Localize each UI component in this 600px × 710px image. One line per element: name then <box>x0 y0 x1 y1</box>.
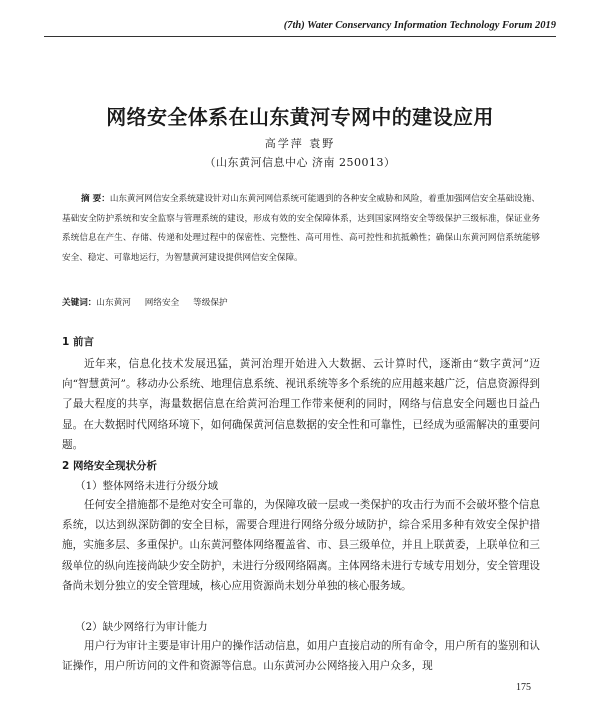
section-heading-1: 1 前言 <box>62 336 94 348</box>
abstract <box>62 190 540 268</box>
abstract-label: 摘 要： <box>81 194 110 204</box>
section-1-paragraph: 近年来，信息化技术发展迅猛，黄河治理开始进入大数据、云计算时代，逐渐由“数字黄河”迈向“智慧黄河”。移动办公系统、地理信息系统、视讯系统等多个系统的应用越来越广泛，信息资源得到了最大程度的共享，海量数据信息在给黄河治理工作带来便利的同时，网络与信息安全问题也日益凸显。在大数据时代网络环境下，如何确保黄河信息数据的安全性和可靠性，已经成为亟需解决的重要问题。 <box>62 358 540 451</box>
subsection-2-1-paragraph: 任何安全措施都不是绝对安全可靠的，为保障攻破一层或一类保护的攻击行为而不会破坏整个信息系统，以达到纵深防御的安全目标，需要合理进行网络分级分域防护，综合采用多种有效安全保护措施，实施多层、多重保护。山东黄河整体网络覆盖省、市、县三级单位，并且上联黄委，上联单位和三级单位的纵向连接尚缺少安全防护，未进行分级网络隔离。主体网络未进行专域专用划分，安全管理设备尚未划分独立的安全管理域，核心应用资源尚未划分单独的核心服务域。 <box>62 499 540 592</box>
running-header: (7th) Water Conservancy Information Technology Forum 2019 <box>44 18 556 37</box>
keywords-label: 关键词： <box>62 298 97 308</box>
keyword-item: 等级保护 <box>193 298 228 308</box>
keyword-item: 网络安全 <box>144 298 180 308</box>
paper-title: 网络安全体系在山东黄河专网中的建设应用 <box>106 105 494 129</box>
paper-affiliation: （山东黄河信息中心 济南 250013） <box>204 156 396 169</box>
paper-authors: 高学萍 袁野 <box>264 137 336 150</box>
keywords <box>62 296 540 310</box>
keyword-item: 山东黄河 <box>96 298 131 308</box>
subsection-heading-2-1: （1）整体网络未进行分级分域 <box>75 480 219 492</box>
page-number: 175 <box>516 682 531 693</box>
section-heading-2: 2 网络安全现状分析 <box>62 460 157 472</box>
subsection-heading-2-2: （2）缺少网络行为审计能力 <box>75 621 208 633</box>
abstract-text: 山东黄河网信安全系统建设针对山东黄河网信系统可能遇到的各种安全威胁和风险，着重加强网信安全基础设施、基础安全防护系统和安全监察与管理系统的建设，形成有效的安全保障体系，达到国家网络安全等级保护三级标准，保证业务系统信息在产生、存储、传递和处理过程中的保密性、完整性、高可用性、高可控性和抗抵赖性；确保山东黄河网信系统能够安全、稳定、可靠地运行，为智慧黄河建设提供网信安全保障。 <box>62 194 540 263</box>
subsection-2-2-paragraph: 用户行为审计主要是审计用户的操作活动信息，如用户直接启动的所有命令，用户所有的鉴别和认证操作，用户所访问的文件和资源等信息。山东黄河办公网络接入用户众多，现 <box>62 640 540 673</box>
